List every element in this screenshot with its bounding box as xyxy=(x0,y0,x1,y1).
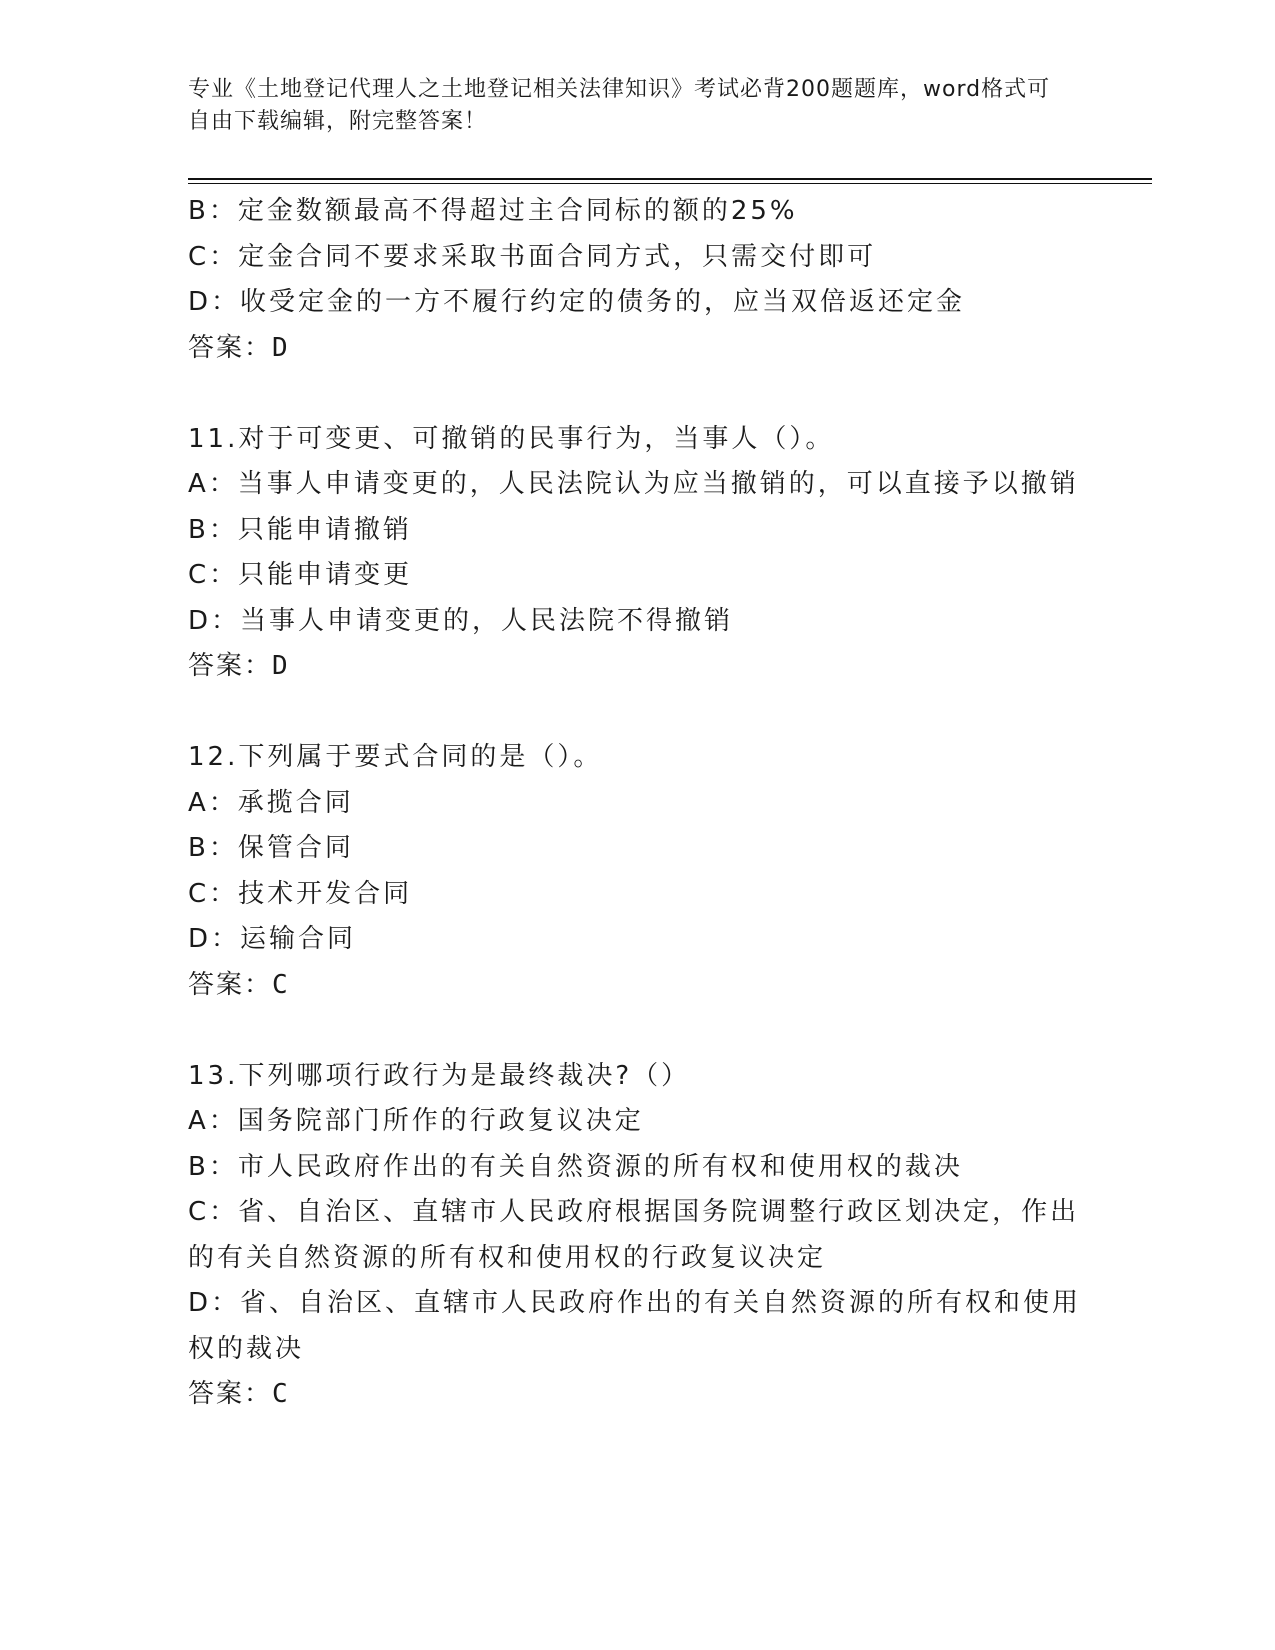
answer-line xyxy=(188,963,1088,1009)
option-c: C：省、自治区、直辖市人民政府根据国务院调整行政区划决定，作出的有关自然资源的所有权和使用权的行政复议决定 xyxy=(188,1197,1080,1273)
option-d: D：省、自治区、直辖市人民政府作出的有关自然资源的所有权和使用权的裁决 xyxy=(188,1288,1082,1364)
option-c: C：定金合同不要求采取书面合同方式，只需交付即可 xyxy=(188,241,877,272)
answer-label: 答案： xyxy=(188,332,273,363)
option-a: A：承揽合同 xyxy=(188,787,354,818)
answer-line xyxy=(188,1372,1088,1418)
spacer xyxy=(188,371,1088,417)
option-d: D：当事人申请变更的，人民法院不得撤销 xyxy=(188,605,734,636)
header-divider-thick xyxy=(188,178,1152,180)
question-text: 12.下列属于要式合同的是（）。 xyxy=(188,742,603,772)
answer-value: C xyxy=(272,1379,290,1409)
option-b: B：只能申请撤销 xyxy=(188,514,412,545)
question-text: 11.对于可变更、可撤销的民事行为，当事人（）。 xyxy=(188,423,835,454)
option-c: C：只能申请变更 xyxy=(188,560,413,590)
option-b: B：定金数额最高不得超过主合同标的额的25% xyxy=(188,196,798,226)
answer-label: 答案： xyxy=(188,1379,273,1409)
question-list xyxy=(188,189,1088,1418)
spacer xyxy=(188,1008,1088,1054)
spacer xyxy=(188,690,1088,736)
option-b: B：市人民政府作出的有关自然资源的所有权和使用权的裁决 xyxy=(188,1151,963,1182)
option-a: A：当事人申请变更的，人民法院认为应当撤销的，可以直接予以撤销 xyxy=(188,469,1079,499)
answer-label: 答案： xyxy=(188,969,273,1000)
option-a: A：国务院部门所作的行政复议决定 xyxy=(188,1106,644,1136)
answer-value: C xyxy=(272,969,290,1000)
header-divider-thin xyxy=(188,183,1152,184)
question-block-11 xyxy=(188,417,1088,690)
answer-value: D xyxy=(272,332,290,363)
option-b: B：保管合同 xyxy=(188,833,354,863)
question-block-13 xyxy=(188,1054,1088,1418)
answer-line xyxy=(188,644,1088,690)
question-block-12 xyxy=(188,735,1088,1008)
answer-line xyxy=(188,326,1088,372)
question-text: 13.下列哪项行政行为是最终裁决?（） xyxy=(188,1060,691,1091)
answer-value: D xyxy=(272,651,290,681)
option-d: D：收受定金的一方不履行约定的债务的，应当双倍返还定金 xyxy=(188,287,966,317)
option-d: D：运输合同 xyxy=(188,924,357,954)
document-header xyxy=(188,74,1068,138)
answer-label: 答案： xyxy=(188,651,273,681)
option-c: C：技术开发合同 xyxy=(188,878,413,909)
header-title: 专业《土地登记代理人之土地登记相关法律知识》考试必背200题题库，word格式可自由下载编辑，附完整答案！ xyxy=(188,77,1051,134)
question-block-10 xyxy=(188,189,1088,371)
